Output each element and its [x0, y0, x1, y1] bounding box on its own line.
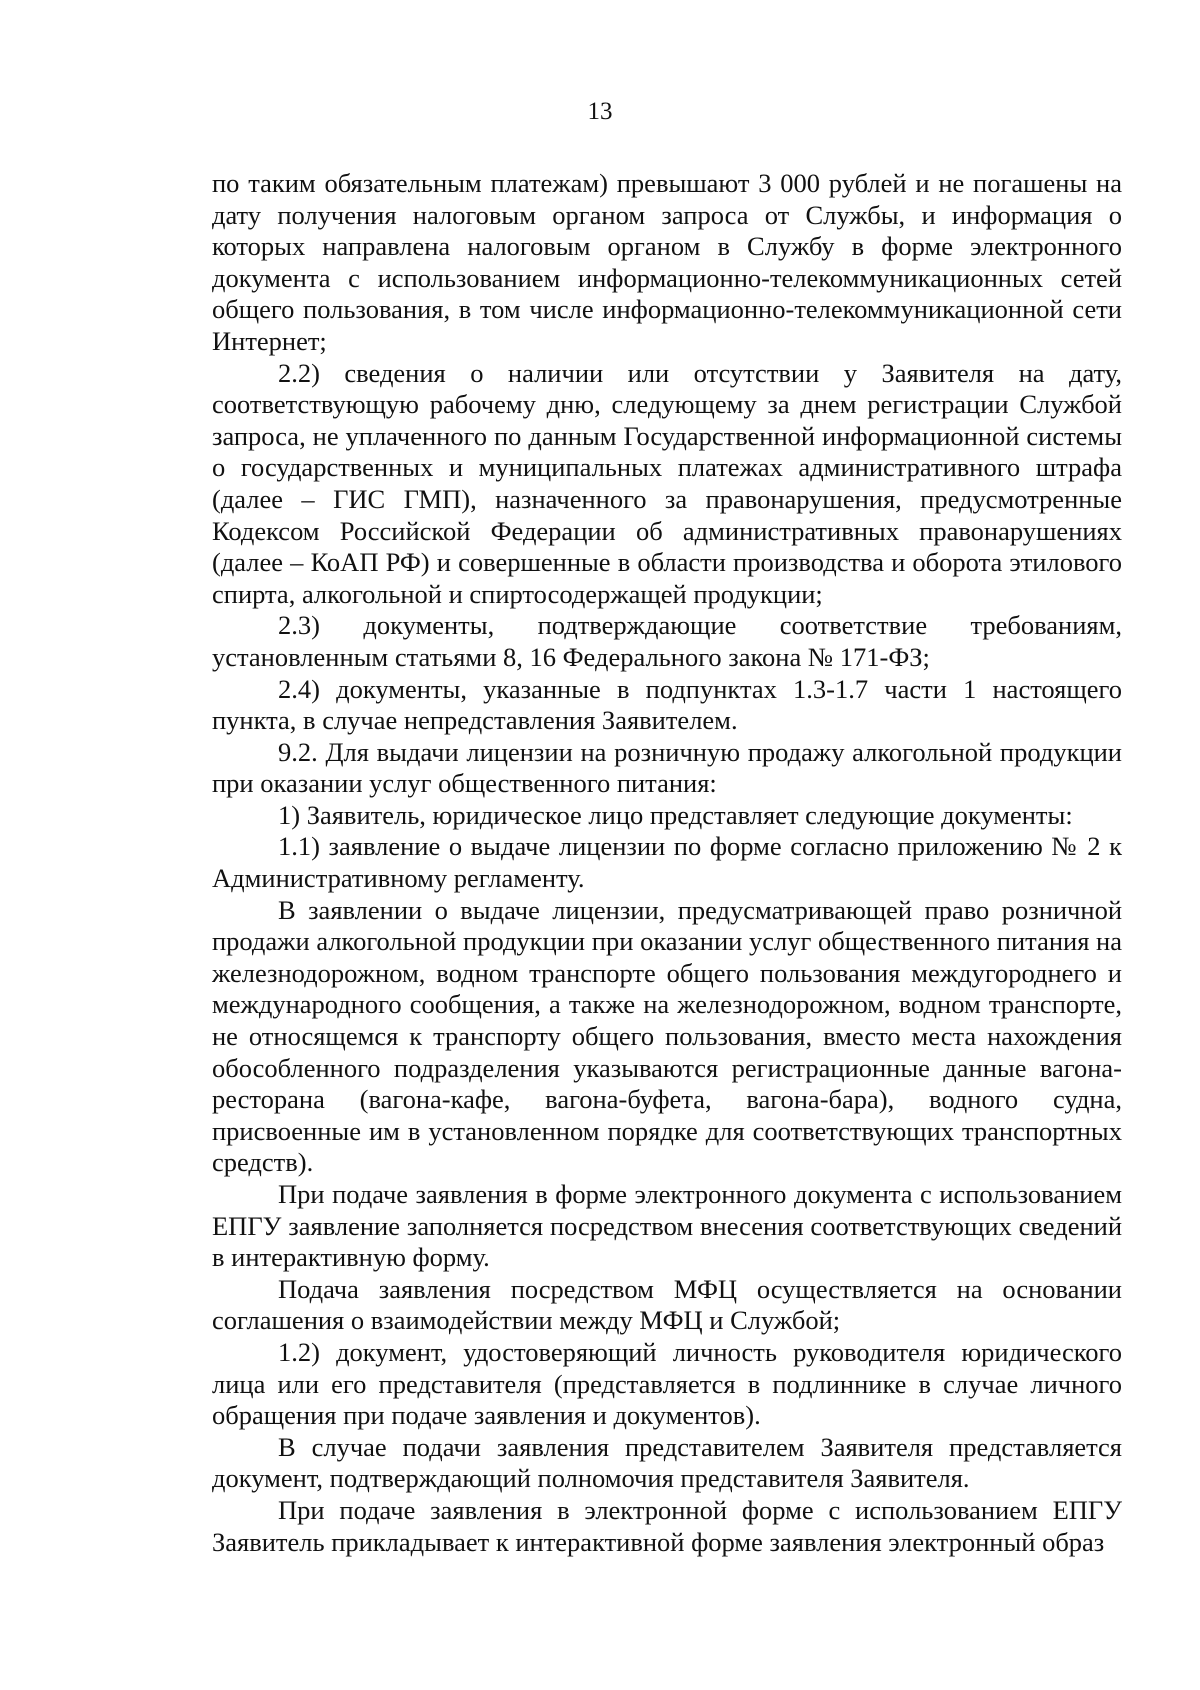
paragraph: 1.1) заявление о выдаче лицензии по форме согласно приложению № 2 к Административному регламенту. — [212, 831, 1122, 894]
paragraph: 2.3) документы, подтверждающие соответствие требованиям, установленным статьями 8, 16 Федерального закона № 171-ФЗ; — [212, 610, 1122, 672]
paragraph: При подаче заявления в электронной форме с использованием ЕПГУ Заявитель прикладывает к интерактивной форме заявления электронный образ — [212, 1494, 1122, 1557]
paragraph: по таким обязательным платежам) превышают 3 000 рублей и не погашены на дату получения налоговым органом запроса от Службы, и информация о которых направлена налоговым органом в Службу в форме электронного документа с использованием информационно-телекоммуникационных сетей общего пользования, в том числе информационно-телекоммуникационной сети Интернет; — [212, 168, 1122, 356]
paragraph: В заявлении о выдаче лицензии, предусматривающей право розничной продажи алкогольной продукции при оказании услуг общественного питания на железнодорожном, водном транспорте общего пользования междугороднего и международного сообщения, а также на железнодорожном, водном транспорте, не относящемся к транспорту общего пользования, вместо места нахождения обособленного подразделения указываются регистрационные данные вагона-ресторана (вагона-кафе, вагона-буфета, вагона-бара), водного судна, присвоенные им в установленном порядке для соответствующих транспортных средств). — [212, 894, 1122, 1178]
paragraph: 1) Заявитель, юридическое лицо представляет следующие документы: — [278, 799, 1073, 830]
paragraph: 2.4) документы, указанные в подпунктах 1.3-1.7 части 1 настоящего пункта, в случае непредставления Заявителем. — [212, 673, 1122, 736]
document-body — [212, 168, 1122, 1558]
paragraph: 9.2. Для выдачи лицензии на розничную продажу алкогольной продукции при оказании услуг общественного питания: — [212, 736, 1122, 799]
paragraph: 1.2) документ, удостоверяющий личность руководителя юридического лица или его представителя (представляется в подлиннике в случае личного обращения при подаче заявления и документов). — [212, 1336, 1122, 1431]
paragraph: Подача заявления посредством МФЦ осуществляется на основании соглашения о взаимодействии между МФЦ и Службой; — [212, 1273, 1122, 1336]
page-number: 13 — [587, 98, 613, 125]
paragraph: При подаче заявления в форме электронного документа с использованием ЕПГУ заявление заполняется посредством внесения соответствующих сведений в интерактивную форму. — [212, 1179, 1122, 1273]
paragraph: В случае подачи заявления представителем Заявителя представляется документ, подтверждающий полномочия представителя Заявителя. — [212, 1431, 1122, 1494]
paragraph: 2.2) сведения о наличии или отсутствии у Заявителя на дату, соответствующую рабочему дню, следующему за днем регистрации Службой запроса, не уплаченного по данным Государственной информационной системы о государственных и муниципальных платежах административного штрафа (далее – ГИС ГМП), назначенного за правонарушения, предусмотренные Кодексом Российской Федерации об административных правонарушениях (далее – КоАП РФ) и совершенные в области производства и оборота этилового спирта, алкогольной и спиртосодержащей продукции; — [212, 357, 1122, 609]
